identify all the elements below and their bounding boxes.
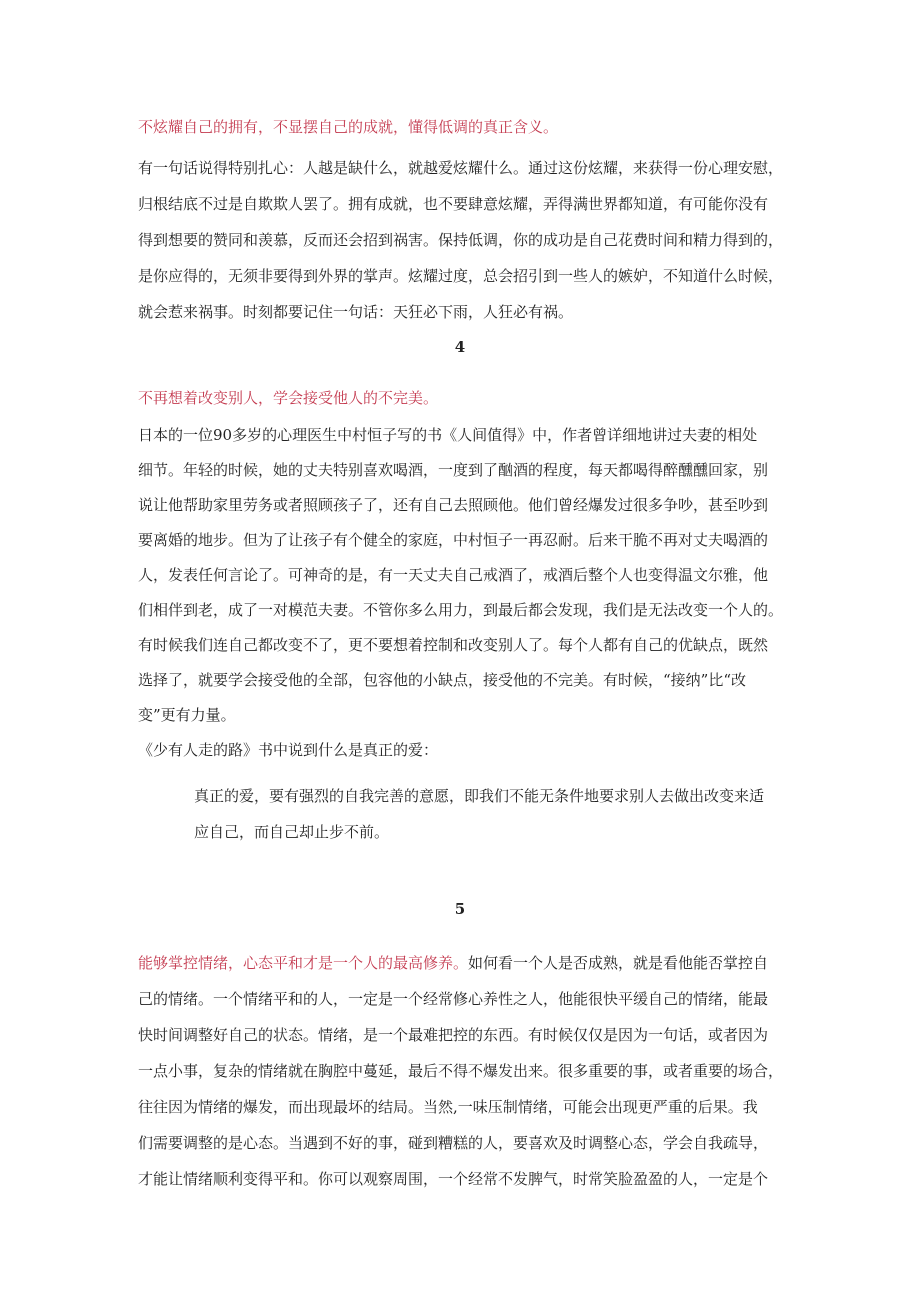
section-3-body (138, 150, 784, 330)
section-4-number: 4 (454, 338, 466, 356)
section-3-line: 就会惹来祸事。时刻都要记住一句话：天狂必下雨，人狂必有祸。 (138, 303, 574, 321)
section-5-line: 才能让情绪顺利变得平和。你可以观察周围，一个经常不发脾气，时常笑脸盈盈的人，一定是个 (138, 1170, 769, 1188)
section-4-line: 人，发表任何言论了。可神奇的是，有一天丈夫自己戒酒了，戒酒后整个人也变得温文尔雅，他 (138, 566, 769, 584)
section-4-line: 有时候我们连自己都改变不了，更不要想着控制和改变别人了。每个人都有自己的优缺点，既然 (138, 636, 769, 654)
section-5-line: 一点小事，复杂的情绪就在胸腔中蔓延，最后不得不爆发出来。很多重要的事，或者重要的场合， (138, 1062, 784, 1080)
section-3-line: 归根结底不过是自欺欺人罢了。拥有成就，也不要肆意炫耀，弄得满世界都知道，有可能你没有 (138, 195, 769, 213)
section-5-body (138, 945, 784, 1197)
section-5-number: 5 (454, 900, 466, 918)
section-4-line: 说让他帮助家里劳务或者照顾孩子了，还有自己去照顾他。他们曾经爆发过很多争吵，甚至吵到 (138, 496, 769, 514)
section-5-first-line (138, 945, 784, 981)
section-5-line: 们需要调整的是心态。当遇到不好的事，碰到糟糕的人，要喜欢及时调整心态，学会自我疏导， (138, 1134, 769, 1152)
section-3-heading: 不炫耀自己的拥有，不显摆自己的成就，懂得低调的真正含义。 (138, 118, 559, 136)
section-3-line: 得到想要的赞同和羡慕，反而还会招到祸害。保持低调，你的成功是自己花费时间和精力得到的， (138, 231, 784, 249)
section-5-line: 己的情绪。一个情绪平和的人，一定是一个经常修心养性之人，他能很快平缓自己的情绪，能最 (138, 990, 769, 1008)
quote-line: 真正的爱，要有强烈的自我完善的意愿，即我们不能无条件地要求别人去做出改变来适 (194, 787, 765, 805)
section-5-heading: 能够掌控情绪，心态平和才是一个人的最高修养。 (138, 954, 469, 972)
section-5-first-line-rest: 如何看一个人是否成熟，就是看他能否掌控自 (468, 954, 769, 972)
section-4-line: 变”更有力量。 (138, 706, 236, 724)
quote-line: 应自己，而自己却止步不前。 (194, 823, 390, 841)
book-intro: 《少有人走的路》书中说到什么是真正的爱： (138, 741, 439, 759)
section-4-body (138, 418, 784, 733)
section-3-line: 是你应得的，无须非要得到外界的掌声。炫耀过度，总会招引到一些人的嫉妒，不知道什么时候， (138, 267, 784, 285)
section-4-line: 细节。年轻的时候，她的丈夫特别喜欢喝酒，一度到了酗酒的程度，每天都喝得醉醺醺回家，别 (138, 461, 769, 479)
section-4-heading: 不再想着改变别人，学会接受他人的不完美。 (138, 389, 439, 407)
section-3-line: 有一句话说得特别扎心：人越是缺什么，就越爱炫耀什么。通过这份炫耀，来获得一份心理安慰， (138, 159, 784, 177)
section-4-line: 要离婚的地步。但为了让孩子有个健全的家庭，中村恒子一再忍耐。后来干脆不再对丈夫喝酒的 (138, 531, 769, 549)
section-5-line: 往往因为情绪的爆发，而出现最坏的结局。当然,一味压制情绪，可能会出现更严重的后果。我 (138, 1098, 758, 1116)
section-4-line: 日本的一位90多岁的心理医生中村恒子写的书《人间值得》中，作者曾详细地讲过夫妻的相处 (138, 426, 758, 444)
section-4 (138, 387, 784, 761)
book-quote (194, 778, 786, 850)
section-4-line: 们相伴到老，成了一对模范夫妻。不管你多么用力，到最后都会发现，我们是无法改变一个人的。 (138, 601, 784, 619)
section-5-line: 快时间调整好自己的状态。情绪，是一个最难把控的东西。有时候仅仅是因为一句话，或者因为 (138, 1026, 769, 1044)
section-3 (138, 116, 784, 330)
section-4-line: 选择了，就要学会接受他的全部，包容他的小缺点，接受他的不完美。有时候，“接纳”比“改 (138, 671, 747, 689)
section-5 (138, 945, 784, 1197)
